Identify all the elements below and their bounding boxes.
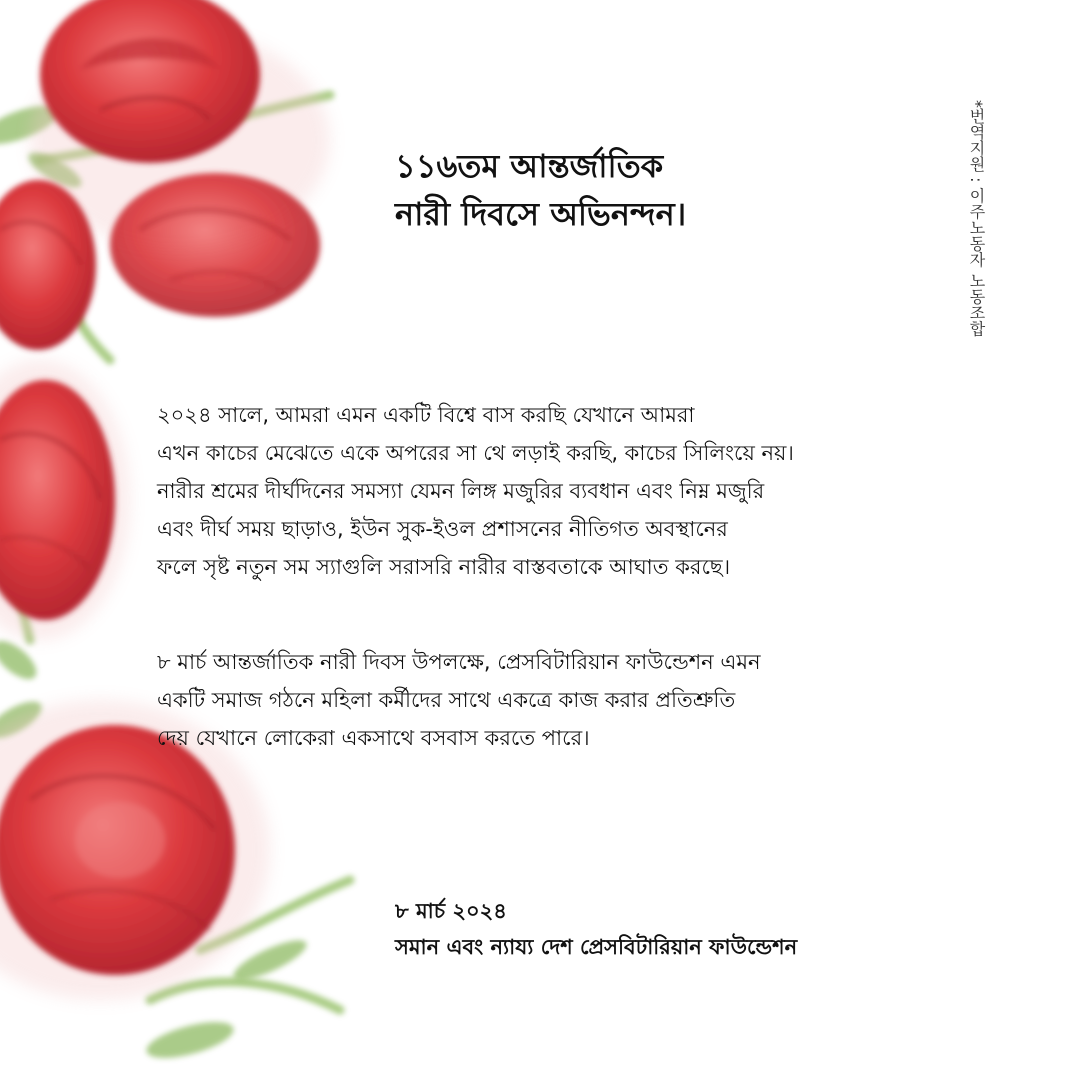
- signature-organization: সমান এবং ন্যায্য দেশ প্রেসবিটারিয়ান ফাউন্ডেশন: [395, 935, 798, 959]
- body-paragraph-2: [157, 643, 1017, 757]
- signature-block: [395, 893, 1035, 965]
- body-line: ফলে সৃষ্ট নতুন সম স্যাগুলি সরাসরি নারীর বাস্তবতাকে আঘাত করছে।: [157, 555, 731, 579]
- body-line: এবং দীর্ঘ সময় ছাড়াও, ইউন সুক-ইওল প্রশাসনের নীতিগত অবস্থানের: [157, 517, 728, 541]
- body-line: দেয় যেখানে লোকেরা একসাথে বসবাস করতে পারে।: [157, 726, 590, 750]
- body-paragraph-1: [157, 396, 1017, 586]
- rose-upper-right: [110, 173, 320, 317]
- title-line: নারী দিবসে অভিনন্দন।: [395, 195, 687, 233]
- body-line: ২০২৪ সালে, আমরা এমন একটি বিশ্বে বাস করছি যেখানে আমরা: [157, 403, 695, 427]
- body-line: ৮ মার্চ আন্তর্জাতিক নারী দিবস উপলক্ষে, প্রেসবিটারিয়ান ফাউন্ডেশন এমন: [157, 650, 761, 674]
- body-line: নারীর শ্রমের দীর্ঘদিনের সমস্যা যেমন লিঙ্গ মজুরির ব্যবধান এবং নিম্ন মজুরি: [157, 479, 765, 503]
- body-line: একটি সমাজ গঠনে মহিলা কর্মীদের সাথে একত্রে কাজ করার প্রতিশ্রুতি: [157, 688, 736, 712]
- body-line: এখন কাচের মেঝেতে একে অপরের সা থে লড়াই করছি, কাচের সিলিংয়ে নয়।: [157, 441, 794, 465]
- translator-note: *번역지원 : 이주노동자 노동조합: [967, 100, 986, 337]
- title-line: ১১৬তম আন্তর্জাতিক: [395, 147, 664, 185]
- rose-bottom: [0, 725, 235, 975]
- greeting-title: [395, 142, 955, 238]
- signature-date: ৮ মার্চ ২০২৪: [395, 899, 507, 923]
